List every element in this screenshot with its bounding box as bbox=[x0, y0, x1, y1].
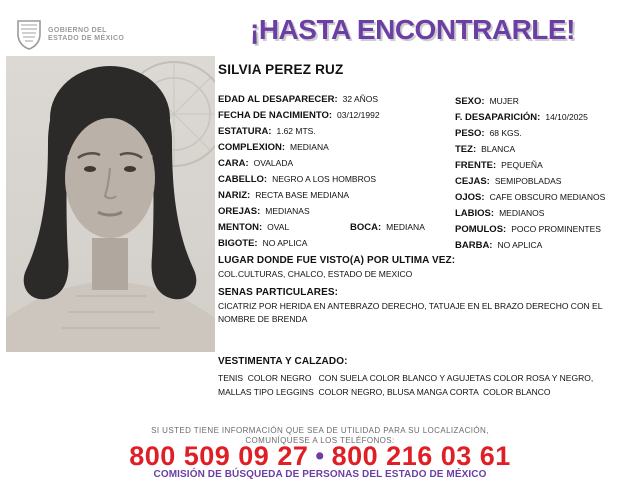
detail-value: MEDIANA bbox=[290, 142, 329, 152]
detail-row bbox=[218, 154, 452, 170]
detail-label: BOCA: bbox=[350, 222, 382, 233]
section-title: SENAS PARTICULARES: bbox=[218, 287, 339, 298]
detail-value: CAFE OBSCURO MEDIANOS bbox=[489, 192, 606, 202]
detail-label: SEXO: bbox=[455, 96, 485, 107]
detail-row bbox=[218, 122, 452, 138]
phone-numbers bbox=[0, 441, 640, 472]
detail-label: NARIZ: bbox=[218, 190, 251, 201]
detail-label: EDAD AL DESAPARECER: bbox=[218, 94, 338, 105]
detail-label: TEZ: bbox=[455, 144, 477, 155]
section-last-seen bbox=[218, 255, 618, 281]
section-clothing bbox=[218, 356, 618, 399]
detail-value: MEDIANA bbox=[386, 222, 425, 232]
detail-value: NO APLICA bbox=[262, 238, 308, 248]
detail-value: RECTA BASE MEDIANA bbox=[255, 190, 350, 200]
detail-label: FECHA DE NACIMIENTO: bbox=[218, 110, 332, 121]
detail-label: ESTATURA: bbox=[218, 126, 272, 137]
detail-label: OJOS: bbox=[455, 192, 485, 203]
detail-value: 1.62 MTS. bbox=[276, 126, 316, 136]
detail-label: OREJAS: bbox=[218, 206, 261, 217]
footer-info-line1: SI USTED TIENE INFORMACIÓN QUE SEA DE UTILIDAD PARA SU LOCALIZACIÓN, bbox=[151, 426, 489, 435]
detail-row bbox=[455, 220, 639, 236]
detail-row bbox=[455, 172, 639, 188]
person-photo bbox=[6, 56, 215, 352]
detail-value: MUJER bbox=[489, 96, 519, 106]
detail-label: COMPLEXION: bbox=[218, 142, 286, 153]
bullet-separator: • bbox=[315, 442, 325, 470]
organization-name: COMISIÓN DE BÚSQUEDA DE PERSONAS DEL ESTADO DE MÉXICO bbox=[153, 469, 487, 480]
section-text: CICATRIZ POR HERIDA EN ANTEBRAZO DERECHO, TATUAJE EN EL BRAZO DERECHO CON EL NOMBRE DE BRENDA bbox=[218, 301, 605, 324]
detail-value: OVALADA bbox=[253, 158, 294, 168]
person-name: SILVIA PEREZ RUZ bbox=[218, 62, 344, 77]
poster-title: ¡HASTA ENCONTRARLE! bbox=[250, 14, 575, 45]
section-distinguishing-marks bbox=[218, 287, 618, 326]
detail-value: POCO PROMINENTES bbox=[511, 224, 601, 234]
section-title: VESTIMENTA Y CALZADO: bbox=[218, 356, 348, 367]
section-text: COL.CULTURAS, CHALCO, ESTADO DE MEXICO bbox=[218, 269, 413, 279]
detail-value: 03/12/1992 bbox=[337, 110, 380, 120]
detail-value: PEQUEÑA bbox=[501, 160, 543, 170]
footer-info-line2: COMUNÍQUESE A LOS TELÉFONOS: bbox=[245, 435, 395, 445]
detail-value: MEDIANAS bbox=[265, 206, 310, 216]
detail-label: MENTON: bbox=[218, 222, 263, 233]
detail-row bbox=[455, 188, 639, 204]
detail-row bbox=[455, 124, 639, 140]
detail-label: FRENTE: bbox=[455, 160, 497, 171]
detail-value: 14/10/2025 bbox=[545, 112, 588, 122]
detail-label: CARA: bbox=[218, 158, 249, 169]
section-title: LUGAR DONDE FUE VISTO(A) POR ULTIMA VEZ: bbox=[218, 255, 456, 266]
section-text: TENIS COLOR NEGRO CON SUELA COLOR BLANCO Y AGUJETAS COLOR ROSA Y NEGRO, MALLAS TIPO LEGGINS COLOR NEGRO, BLUSA MANGA CORTA COLOR BLANCO bbox=[218, 373, 596, 397]
detail-row bbox=[218, 186, 452, 202]
detail-label: LABIOS: bbox=[455, 208, 495, 219]
detail-row bbox=[455, 92, 639, 108]
detail-value: SEMIPOBLADAS bbox=[494, 176, 562, 186]
detail-value: MEDIANOS bbox=[499, 208, 545, 218]
detail-row bbox=[455, 156, 639, 172]
state-shield-icon bbox=[16, 20, 42, 50]
detail-row bbox=[218, 106, 452, 122]
detail-value: BLANCA bbox=[481, 144, 516, 154]
detail-row bbox=[455, 236, 639, 252]
detail-row bbox=[218, 138, 452, 154]
detail-row bbox=[218, 170, 452, 186]
detail-row bbox=[218, 202, 452, 218]
detail-label: CABELLO: bbox=[218, 174, 268, 185]
detail-label: PESO: bbox=[455, 128, 485, 139]
detail-label: BARBA: bbox=[455, 240, 493, 251]
detail-row bbox=[455, 204, 639, 220]
detail-value: OVAL bbox=[267, 222, 290, 232]
detail-label: POMULOS: bbox=[455, 224, 507, 235]
detail-row bbox=[455, 140, 639, 156]
portrait-photo-graphic bbox=[6, 56, 215, 352]
detail-value: 32 AÑOS bbox=[342, 94, 379, 104]
logo-line2: ESTADO DE MÉXICO bbox=[48, 35, 125, 42]
phone-number-1: 800 509 09 27 bbox=[129, 441, 309, 471]
detail-boca bbox=[350, 218, 425, 234]
detail-label: F. DESAPARICIÓN: bbox=[455, 112, 541, 123]
gobierno-logo bbox=[16, 20, 124, 50]
detail-value: 68 KGS. bbox=[489, 128, 522, 138]
detail-row bbox=[218, 90, 452, 106]
phone-number-2: 800 216 03 61 bbox=[331, 441, 511, 471]
logo-line1: GOBIERNO DEL bbox=[48, 27, 107, 34]
detail-value: NO APLICA bbox=[497, 240, 543, 250]
detail-row bbox=[455, 108, 639, 124]
details-column-right bbox=[455, 92, 639, 252]
detail-value: NEGRO A LOS HOMBROS bbox=[272, 174, 376, 184]
detail-label: BIGOTE: bbox=[218, 238, 258, 249]
detail-label: CEJAS: bbox=[455, 176, 490, 187]
detail-row bbox=[218, 234, 452, 250]
